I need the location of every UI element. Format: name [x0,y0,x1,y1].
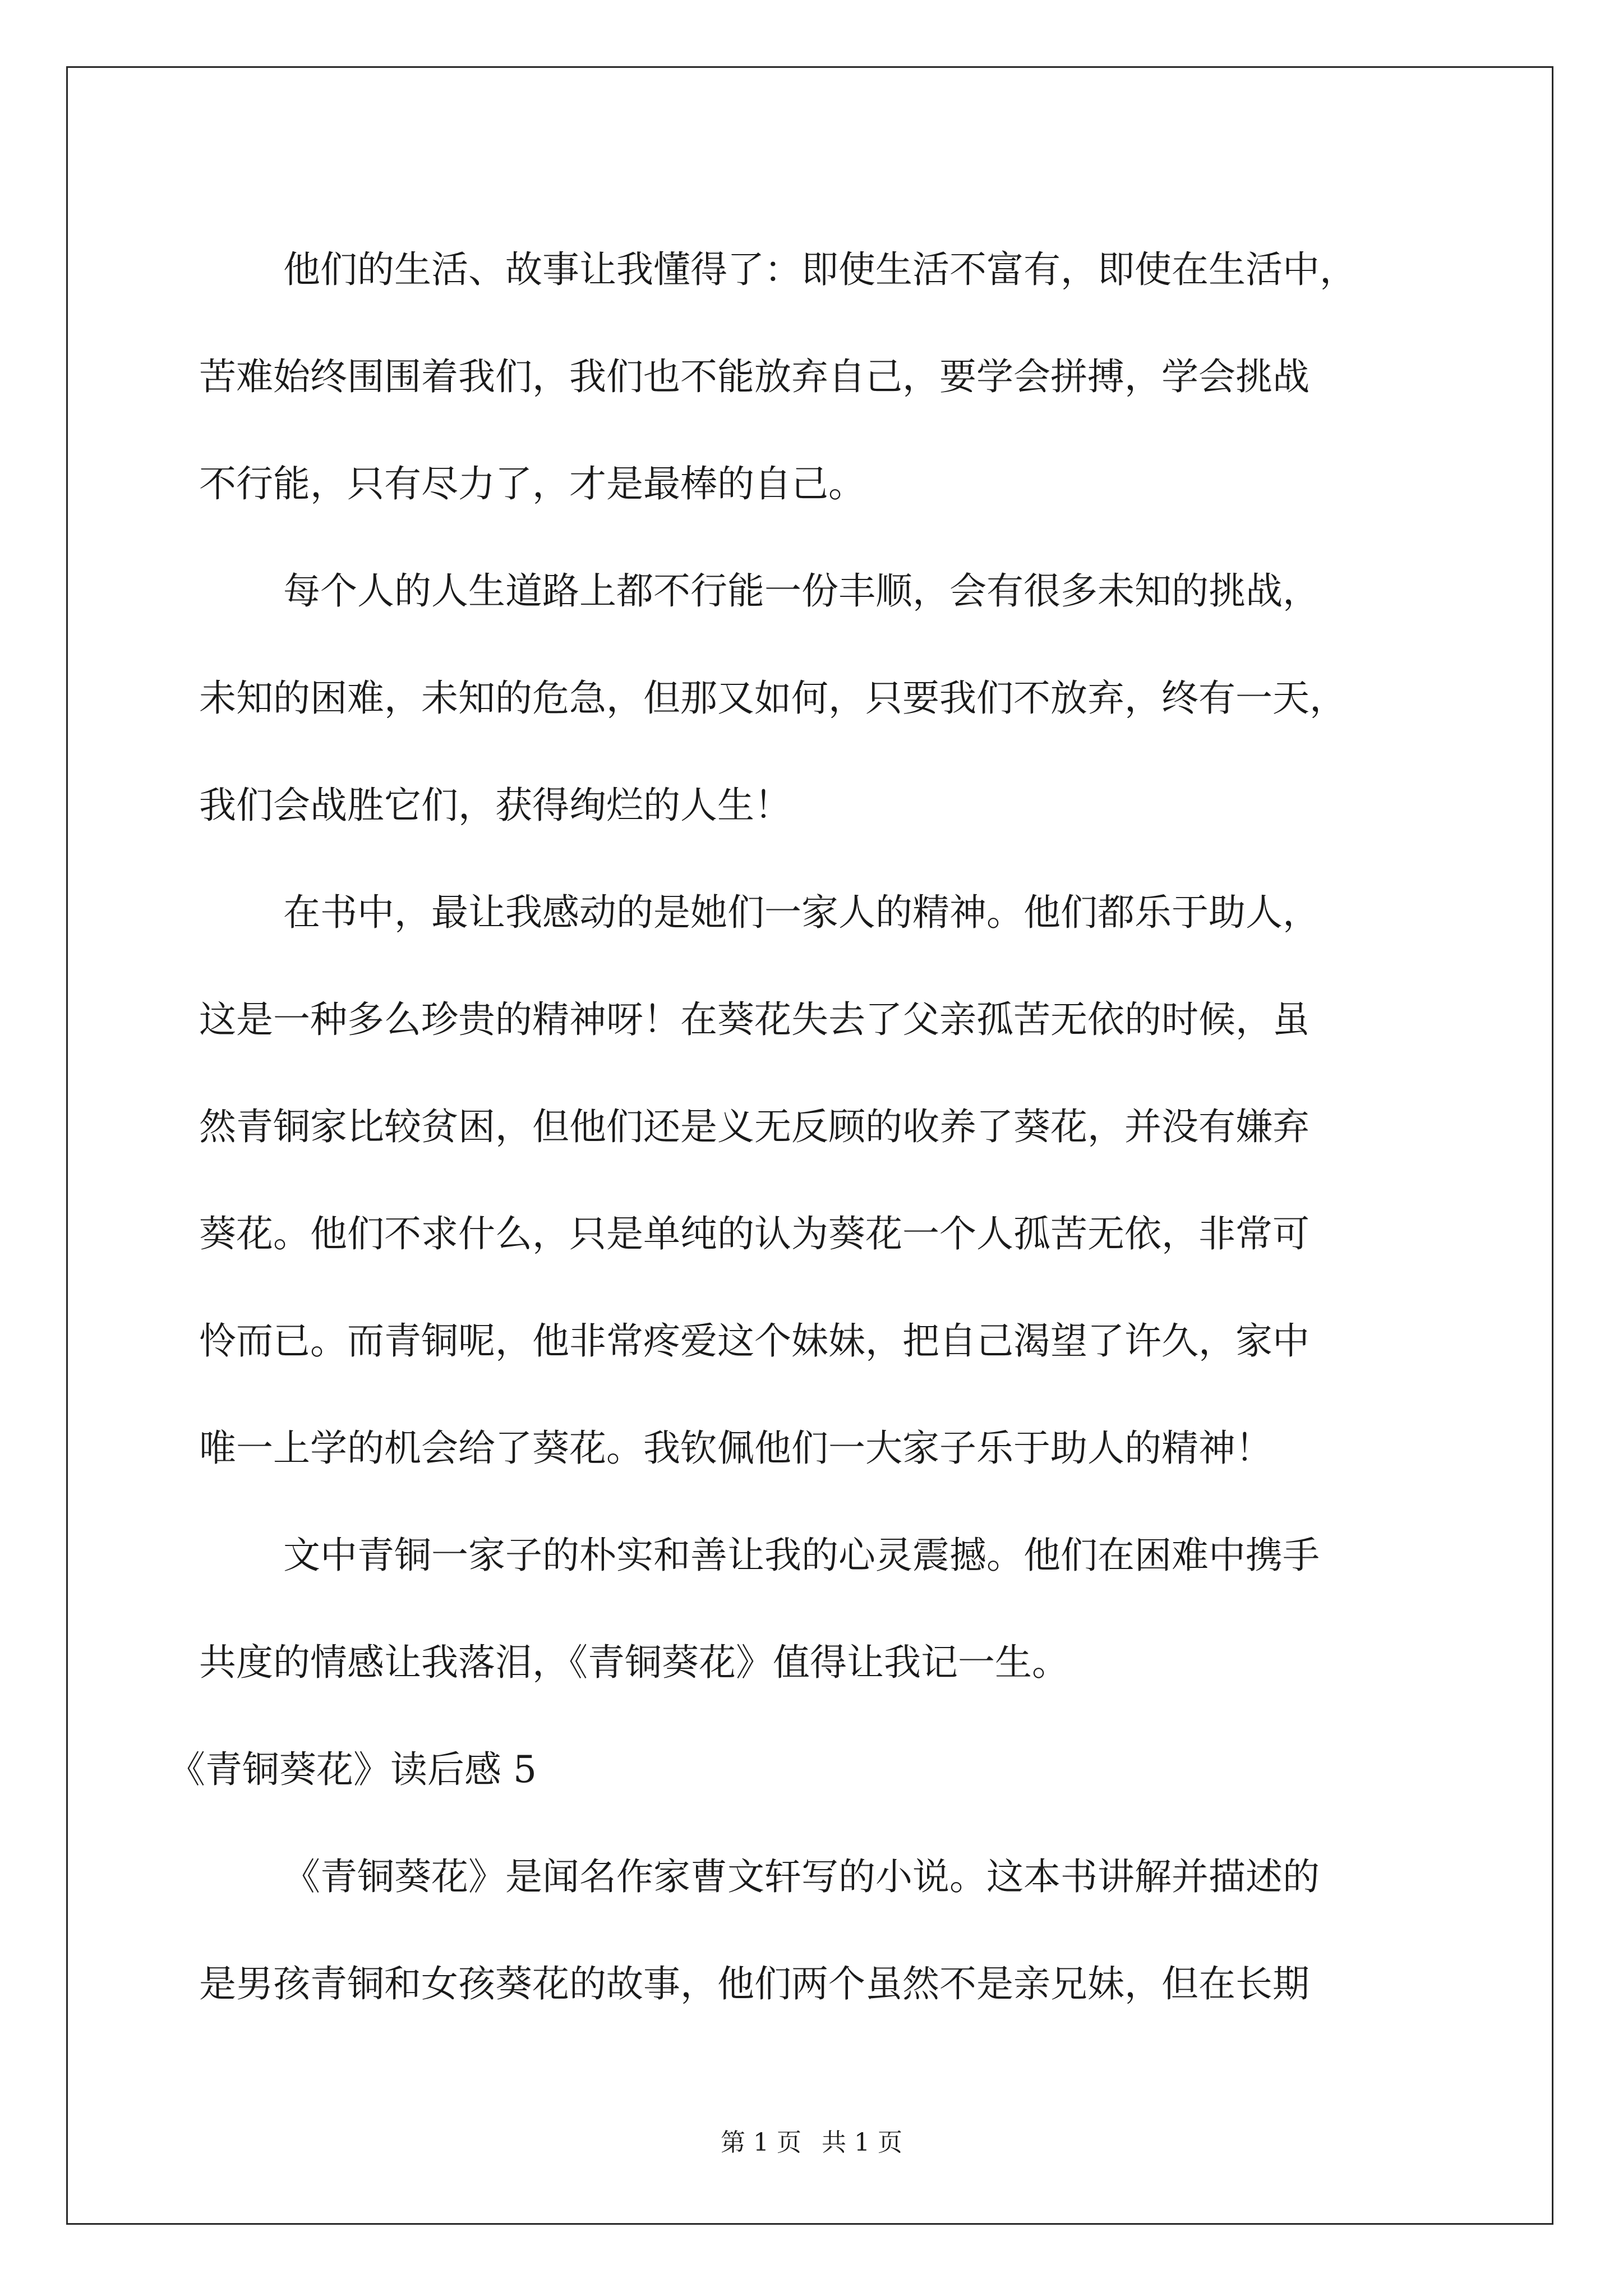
text-line: 然青铜家比较贫困，但他们还是义无反顾的收养了葵花，并没有嫌弃 [199,1105,1310,1148]
page-total: 共 1 页 [822,2128,902,2157]
text-line: 怜而已。而青铜呢，他非常疼爱这个妹妹，把自己渴望了许久，家中 [199,1319,1310,1363]
page-number: 第 1 页 [721,2128,801,2157]
text-line: 文中青铜一家子的朴实和善让我的心灵震撼。他们在困难中携手 [283,1534,1320,1577]
page-footer [0,2126,1623,2160]
text-line: 苦难始终围围着我们，我们也不能放弃自己，要学会拼搏，学会挑战 [199,355,1310,398]
text-line: 他们的生活、故事让我懂得了：即使生活不富有，即使在生活中， [283,248,1357,291]
text-line: 未知的困难，未知的危急，但那又如何，只要我们不放弃，终有一天， [199,677,1347,720]
section-heading: 《青铜葵花》读后感 5 [168,1748,537,1791]
text-line: 共度的情感让我落泪，《青铜葵花》值得让我记一生。 [199,1641,1069,1684]
text-line: 我们会战胜它们，获得绚烂的人生！ [199,784,791,827]
text-line: 唯一上学的机会给了葵花。我钦佩他们一大家子乐于助人的精神！ [199,1427,1272,1470]
text-line: 在书中，最让我感动的是她们一家人的精神。他们都乐于助人， [283,891,1320,934]
text-line: 是男孩青铜和女孩葵花的故事，他们两个虽然不是亲兄妹，但在长期 [199,1962,1310,2005]
document-body [168,216,1433,2037]
text-line: 不行能，只有尽力了，才是最棒的自己。 [199,462,865,505]
text-line: 这是一种多么珍贵的精神呀！在葵花失去了父亲孤苦无依的时候，虽 [199,998,1310,1041]
text-line: 每个人的人生道路上都不行能一份丰顺，会有很多未知的挑战， [283,569,1320,613]
text-line: 《青铜葵花》是闻名作家曹文轩写的小说。这本书讲解并描述的 [283,1855,1320,1898]
text-line: 葵花。他们不求什么，只是单纯的认为葵花一个人孤苦无依，非常可 [199,1212,1310,1255]
